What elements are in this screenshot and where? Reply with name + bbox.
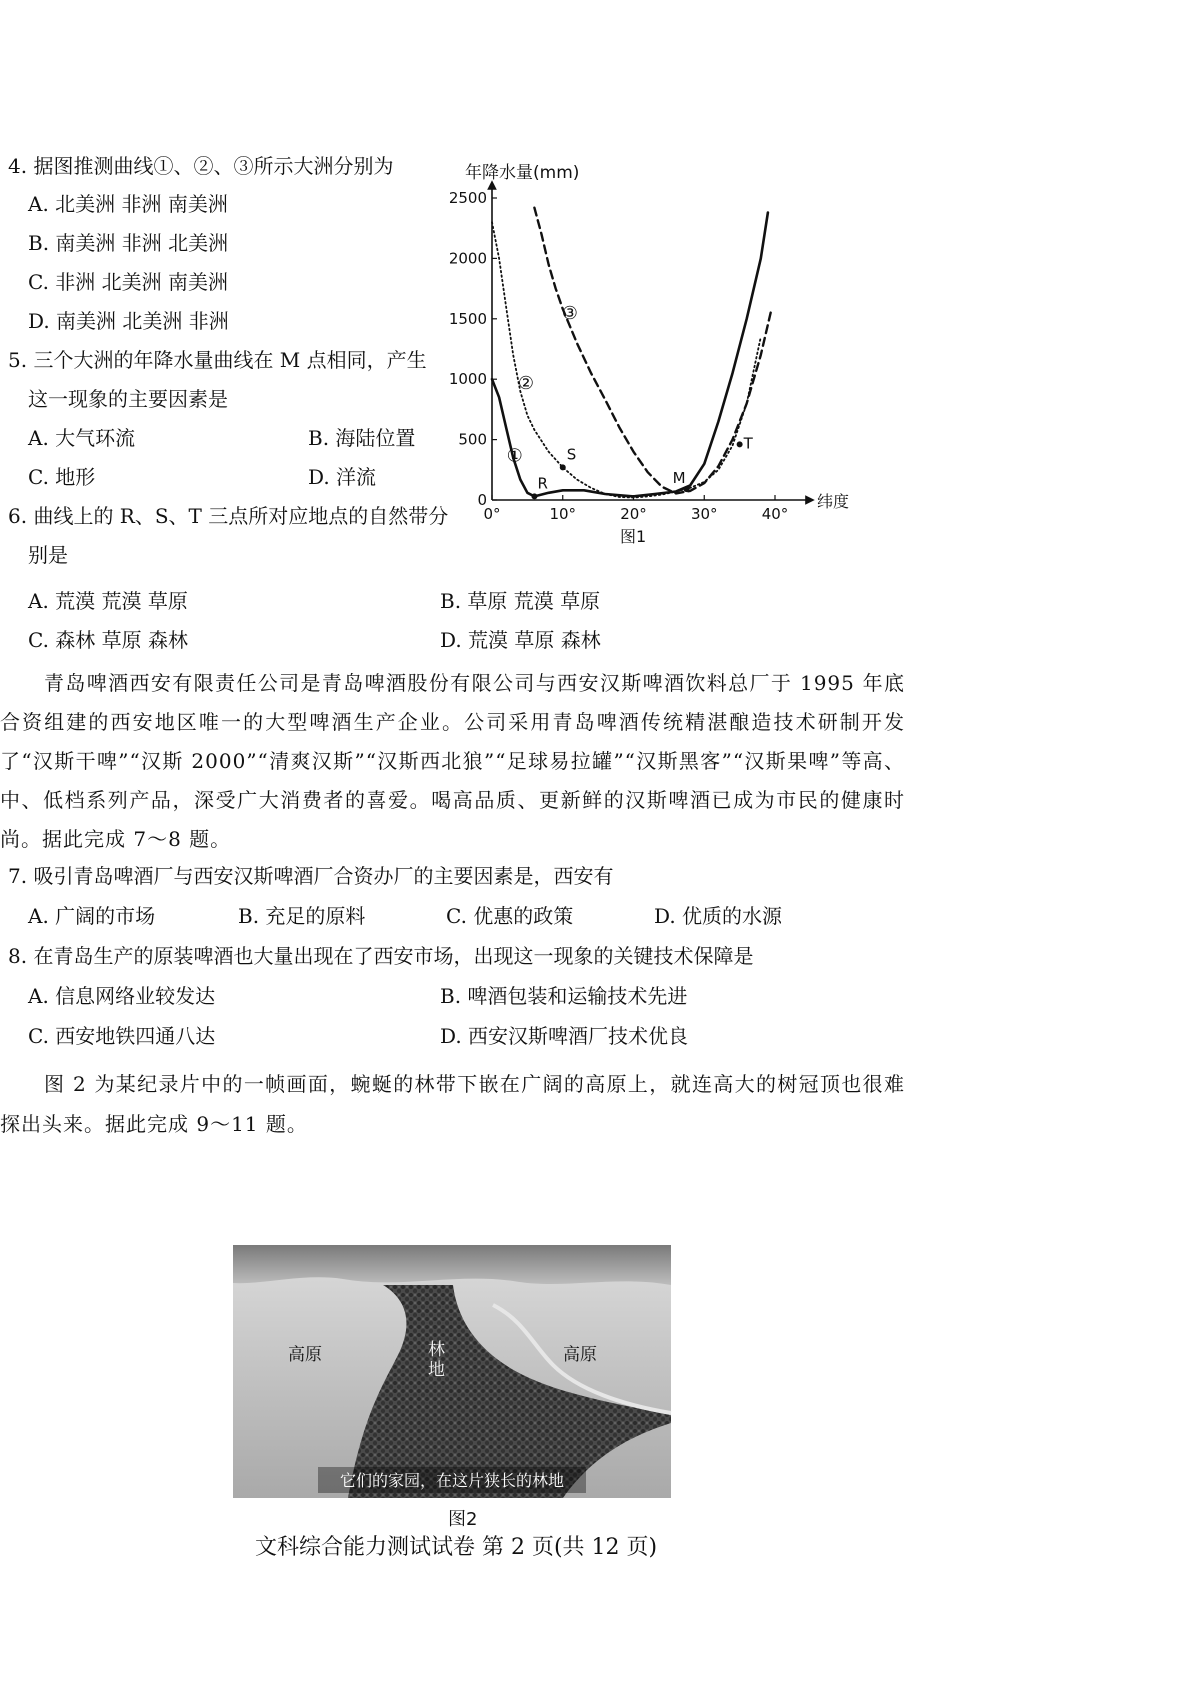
x-tick-label: 30° (690, 505, 718, 523)
series-label-3: ③ (561, 302, 578, 324)
q4-stem: 4. 据图推测曲线①、②、③所示大洲分别为 (8, 154, 394, 178)
passage-beer: 青岛啤酒西安有限责任公司是青岛啤酒股份有限公司与西安汉斯啤酒饮料总厂于 1995 年底合资组建的西安地区唯一的大型啤酒生产企业。公司采用青岛啤酒传统精湛酿造技术研制开发了“汉斯干啤”“汉斯 2000”“清爽汉斯”“汉斯西北狼”“足球易拉罐”“汉斯黑客”“汉斯果啤”等高、中、低档系列产品，深受广大消费者的喜爱。喝高品质、更新鲜的汉斯啤酒已成为市民的健康时尚。据此完成 7～8 题。 (0, 671, 905, 851)
q7-option-b: B. 充足的原料 (238, 904, 366, 928)
q4-option-c: C. 非洲 北美洲 南美洲 (28, 270, 229, 294)
y-tick-label: 0 (477, 491, 487, 509)
figure2-caption: 图2 (448, 1509, 478, 1530)
y-tick-label: 2500 (448, 189, 487, 207)
x-tick-label: 10° (549, 505, 577, 523)
q7-option-c: C. 优惠的政策 (446, 904, 574, 928)
q4-option-b: B. 南美洲 非洲 北美洲 (28, 231, 229, 255)
series-label-2: ② (517, 372, 535, 394)
y-tick-label: 1000 (448, 370, 487, 389)
q5-stem-line2: 这一现象的主要因素是 (28, 387, 228, 411)
point-label-S: S (566, 445, 577, 464)
q6-option-d: D. 荒漠 草原 森林 (440, 628, 601, 652)
q8-stem: 8. 在青岛生产的原装啤酒也大量出现在了西安市场，出现这一现象的关键技术保障是 (8, 944, 754, 968)
y-tick-label: 500 (458, 430, 487, 449)
q8-option-c: C. 西安地铁四通八达 (28, 1024, 216, 1048)
point-T (737, 441, 743, 447)
q8-option-a: A. 信息网络业较发达 (28, 984, 216, 1008)
label-plateau-right: 高原 (563, 1345, 597, 1365)
photo-subtitle: 它们的家园，在这片狭长的林地 (339, 1471, 565, 1490)
q8-option-b: B. 啤酒包装和运输技术先进 (440, 984, 688, 1008)
q4-option-d: D. 南美洲 北美洲 非洲 (28, 309, 229, 333)
point-label-T: T (743, 434, 753, 453)
series-line-1 (492, 213, 768, 497)
q7-option-a: A. 广阔的市场 (28, 904, 156, 928)
q5-stem-line1: 5. 三个大洲的年降水量曲线在 M 点相同，产生 (8, 348, 427, 372)
x-tick-label: 40° (761, 505, 789, 523)
q5-option-d: D. 洋流 (308, 465, 377, 489)
q6-option-b: B. 草原 荒漠 草原 (440, 589, 601, 613)
x-tick-label: 20° (620, 505, 647, 523)
point-S (560, 464, 566, 470)
q7-option-d: D. 优质的水源 (654, 904, 783, 928)
figure1-caption: 图1 (620, 527, 647, 546)
point-R (531, 493, 537, 499)
label-forest: 林 地 (428, 1340, 445, 1380)
q6-stem-line1: 6. 曲线上的 R、S、T 三点所对应地点的自然带分 (8, 504, 449, 528)
passage-figure2: 图 2 为某纪录片中的一帧画面，蜿蜒的林带下嵌在广阔的高原上，就连高大的树冠顶也很难探出头来。据此完成 9～11 题。 (0, 1072, 905, 1136)
q6-stem-line2: 别是 (28, 543, 68, 567)
y-axis-label: 年降水量(mm) (465, 163, 580, 183)
q5-option-c: C. 地形 (28, 465, 96, 489)
q6-option-c: C. 森林 草原 森林 (28, 628, 189, 652)
point-label-R: R (537, 474, 548, 493)
q5-option-a: A. 大气环流 (28, 426, 136, 450)
page-footer: 文科综合能力测试试卷 第 2 页(共 12 页) (255, 1535, 658, 1560)
q6-option-a: A. 荒漠 荒漠 草原 (28, 589, 188, 613)
q7-stem: 7. 吸引青岛啤酒厂与西安汉斯啤酒厂合资办厂的主要因素是，西安有 (8, 864, 614, 888)
y-tick-label: 2000 (448, 249, 487, 268)
precipitation-chart (448, 160, 885, 580)
series-label-1: ① (506, 445, 523, 467)
q8-option-d: D. 西安汉斯啤酒厂技术优良 (440, 1024, 689, 1048)
x-axis-label: 纬度 (817, 492, 850, 511)
x-tick-label: 0° (483, 505, 501, 523)
y-tick-label: 1500 (448, 309, 487, 328)
point-label-M: M (672, 469, 686, 488)
label-plateau-left: 高原 (288, 1345, 322, 1365)
q5-option-b: B. 海陆位置 (308, 426, 416, 450)
figure2-photo (233, 1245, 671, 1498)
q4-option-a: A. 北美洲 非洲 南美洲 (28, 192, 228, 216)
series-line-2 (492, 222, 761, 497)
